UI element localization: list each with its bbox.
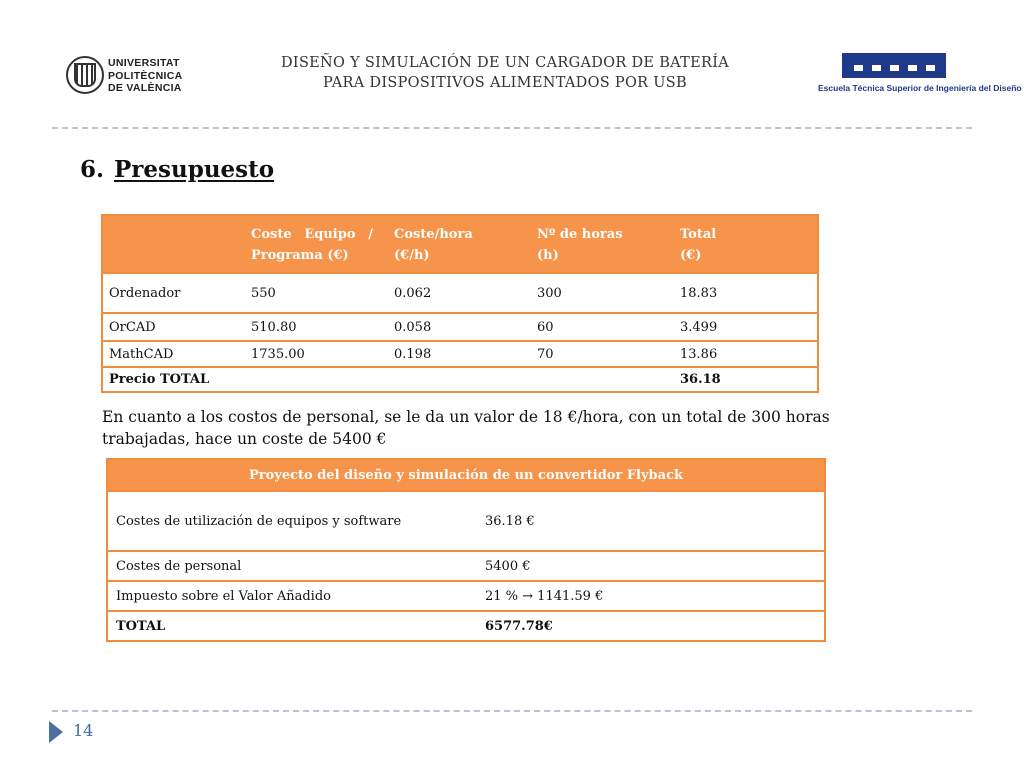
document-title [230,53,780,93]
school-building-icon [842,53,946,78]
university-line-1: UNIVERSITAT [108,57,180,69]
total-value: 36.18 [674,367,818,392]
section-title-text: Presupuesto [114,156,275,183]
school-name: Escuela Técnica Superior de Ingeniería del Diseño [818,83,1022,93]
upv-logo [66,56,196,98]
summary-table [106,458,826,642]
document-title-line-2: PARA DISPOSITIVOS ALIMENTADOS POR USB [323,75,687,91]
personnel-cost-paragraph: En cuanto a los costos de personal, se le da un valor de 18 €/hora, con un total de 300 horas trabajadas, hace un coste de 5400 € [102,408,830,448]
university-line-2: POLITÈCNICA [108,69,183,82]
grand-total-row: TOTAL 6577.78€ [107,611,825,641]
header-divider [52,127,972,129]
university-seal-icon [66,56,104,94]
section-title [80,156,274,183]
table-row: Costes de personal 5400 € [107,551,825,581]
header-cell-equipment: Coste Equipo / Programa (€) [245,215,388,273]
footer-divider [52,710,972,712]
play-arrow-icon [49,721,63,743]
header-cell-rate: Coste/hora (€/h) [388,215,531,273]
total-label: Precio TOTAL [102,367,674,392]
table-row: Costes de utilización de equipos y software 36.18 € [107,491,825,551]
school-logo [818,53,1022,99]
total-row [102,367,818,392]
table-row: Impuesto sobre el Valor Añadido 21 % → 1141.59 € [107,581,825,611]
header-cell-hours: Nº de horas (h) [531,215,674,273]
section-number: 6. [80,156,105,183]
university-line-3: DE VALÈNCIA [108,82,182,94]
university-name [108,57,182,95]
document-title-line-1: DISEÑO Y SIMULACIÓN DE UN CARGADOR DE BATERÍA [280,55,729,71]
table-row: OrCAD 510.80 0.058 60 3.499 [102,313,818,341]
summary-table-title: Proyecto del diseño y simulación de un convertidor Flyback [107,459,825,491]
header-cell-empty [102,215,245,273]
page-number: 14 [73,721,94,740]
table-row: Ordenador 550 0.062 300 18.83 [102,273,818,313]
cost-table-header [102,215,818,273]
header-cell-total: Total (€) [674,215,818,273]
table-row: MathCAD 1735.00 0.198 70 13.86 [102,341,818,367]
summary-table-header [107,459,825,491]
cost-table [101,214,819,393]
